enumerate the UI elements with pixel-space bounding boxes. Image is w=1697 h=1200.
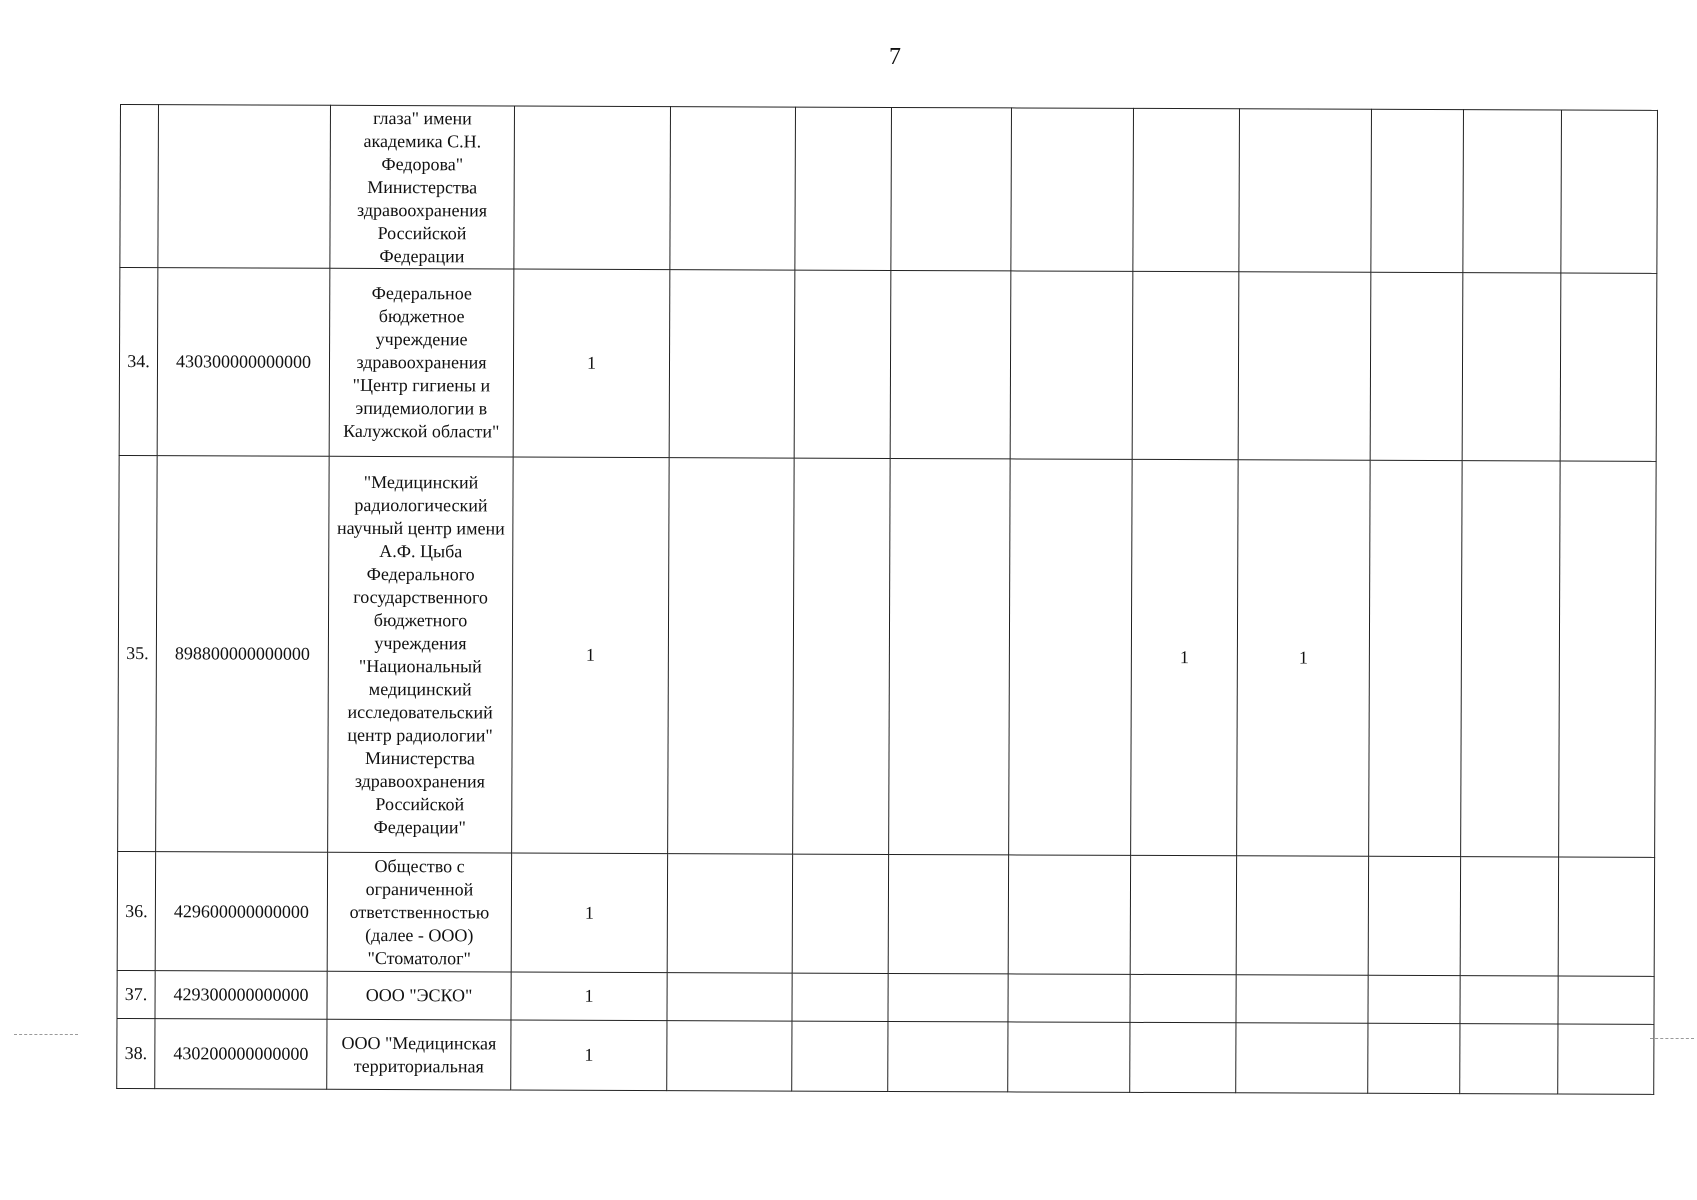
table-cell: 1 — [513, 269, 670, 458]
table-cell — [888, 973, 1008, 1021]
table-cell — [1370, 272, 1463, 460]
table-cell — [1010, 271, 1133, 459]
row-number: 35. — [118, 455, 158, 851]
table-cell — [667, 1021, 792, 1091]
table-cell — [888, 854, 1008, 973]
table-cell — [792, 854, 888, 973]
table-cell — [1461, 461, 1561, 857]
table-cell: 1 — [512, 457, 670, 854]
table-cell — [1011, 108, 1134, 271]
table-cell — [890, 270, 1011, 458]
table-cell — [1368, 975, 1460, 1023]
table-cell — [1561, 110, 1658, 273]
row-organization: Общество с ограниченной ответственностью (далее - ООО) "Стоматолог" — [327, 852, 511, 972]
table-cell — [1462, 273, 1561, 461]
table-cell — [1130, 855, 1236, 974]
table-row — [118, 455, 1657, 857]
table-cell: 1 — [511, 972, 667, 1021]
row-number: 37. — [117, 970, 155, 1018]
table-cell — [1236, 856, 1368, 976]
table-cell — [1560, 273, 1657, 461]
registry-table — [116, 104, 1658, 1095]
table-cell — [1008, 1022, 1130, 1092]
row-code — [158, 105, 331, 269]
table-row — [117, 851, 1654, 976]
table-cell — [1368, 1023, 1460, 1093]
table-cell — [1559, 461, 1657, 857]
row-code: 898800000000000 — [156, 456, 330, 853]
scan-artifact-left — [14, 1034, 78, 1035]
table-cell — [1460, 976, 1558, 1024]
table-cell — [668, 458, 795, 854]
row-number: 34. — [119, 268, 158, 456]
table-cell — [1558, 976, 1654, 1024]
table-row — [117, 970, 1654, 1024]
table-cell — [1460, 857, 1558, 976]
table-cell — [1009, 459, 1133, 855]
row-code: 429300000000000 — [155, 971, 327, 1020]
table-cell: 1 — [1237, 460, 1371, 857]
table-cell — [1236, 1023, 1368, 1094]
table-row — [117, 1018, 1654, 1094]
table-cell — [1236, 975, 1368, 1024]
table-cell — [667, 973, 792, 1021]
table-cell — [888, 1021, 1008, 1091]
row-code: 429600000000000 — [155, 852, 327, 972]
table-cell — [794, 270, 891, 458]
row-organization: ООО "Медицинская территориальная — [327, 1019, 511, 1090]
table-cell — [891, 107, 1012, 270]
table-cell — [1368, 856, 1460, 975]
table-cell — [795, 107, 892, 270]
table-cell: 1 — [511, 1020, 667, 1091]
table-cell — [889, 458, 1011, 854]
table-cell — [1130, 1022, 1236, 1092]
row-organization: ООО "ЭСКО" — [327, 971, 511, 1020]
row-code: 430300000000000 — [157, 268, 330, 457]
table-cell — [1130, 974, 1236, 1022]
table-cell — [1008, 974, 1130, 1022]
table-cell — [1239, 109, 1372, 273]
table-cell — [1463, 110, 1562, 273]
page-number: 7 — [889, 44, 901, 70]
table-cell: 1 — [511, 853, 667, 973]
table-cell — [1238, 272, 1371, 461]
table-cell — [1371, 109, 1464, 272]
row-number: 36. — [117, 851, 155, 970]
table-row — [120, 105, 1658, 274]
table-cell — [793, 458, 891, 854]
row-organization: "Медицинский радиологический научный центр имени А.Ф. Цыба Федерального государственного бюджетного учреждения "Национальный медицинский исследовательский центр радиологии" Министерства здравоохранения Российской Федерации" — [328, 456, 514, 853]
table-cell — [1133, 108, 1240, 271]
table-cell — [1008, 855, 1130, 974]
table-cell — [669, 270, 795, 458]
scan-artifact-right — [1650, 1038, 1694, 1039]
table-row — [119, 268, 1657, 462]
table-cell — [792, 973, 888, 1021]
table-cell — [670, 107, 796, 270]
row-organization: глаза" имени академика С.Н. Федорова" Министерства здравоохранения Российской Федерации — [330, 105, 515, 269]
table-cell: 1 — [1131, 459, 1239, 855]
table-cell — [1369, 460, 1463, 856]
table-cell — [1132, 271, 1239, 459]
row-number: 38. — [117, 1018, 155, 1088]
table-cell — [667, 854, 792, 973]
row-code: 430200000000000 — [155, 1019, 327, 1090]
table-cell — [1558, 1024, 1654, 1094]
table-cell — [1460, 1024, 1558, 1094]
table-cell — [514, 106, 671, 270]
row-number — [120, 105, 159, 268]
table-cell — [1558, 857, 1654, 976]
table-cell — [792, 1021, 888, 1091]
row-organization: Федеральное бюджетное учреждение здравоохранения "Центр гигиены и эпидемиологии в Калужской области" — [329, 268, 514, 457]
